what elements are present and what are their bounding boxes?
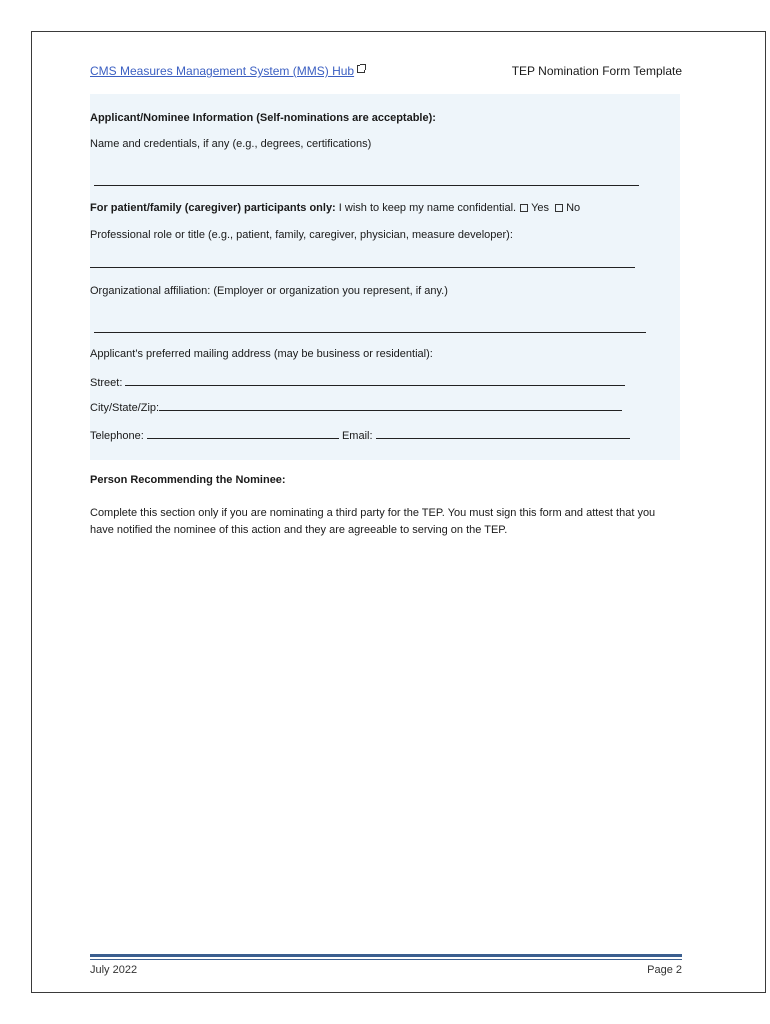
- org-affiliation-field[interactable]: [94, 332, 646, 333]
- name-credentials-field[interactable]: [94, 185, 639, 186]
- city-row: [90, 400, 622, 414]
- email-label: Email:: [341, 430, 373, 442]
- footer-divider: [90, 954, 682, 957]
- role-label: Professional role or title (e.g., patient, family, caregiver, physician, measure developer):: [90, 229, 513, 241]
- footer-page-number: Page 2: [647, 964, 682, 976]
- confidential-label: I wish to keep my name confidential.: [338, 202, 517, 214]
- street-row: [90, 375, 625, 389]
- document-page: [31, 31, 766, 993]
- mms-hub-link-text[interactable]: CMS Measures Management System (MMS) Hub: [90, 64, 355, 78]
- confidential-row: [90, 202, 580, 214]
- recommender-instructions: Complete this section only if you are nominating a third party for the TEP. You must sign this form and attest that you have notified the nominee of this action and they are agreeable to serving on the TEP.: [90, 507, 656, 536]
- telephone-label: Telephone:: [90, 430, 144, 442]
- confidential-bold-label: For patient/family (caregiver) participants only:: [90, 202, 336, 214]
- name-credentials-label: Name and credentials, if any (e.g., degrees, certifications): [90, 138, 372, 150]
- applicant-heading: Applicant/Nominee Information (Self-nominations are acceptable):: [90, 112, 436, 124]
- document-title: TEP Nomination Form Template: [511, 64, 682, 78]
- confidential-no-label: No: [566, 202, 581, 214]
- role-field[interactable]: [90, 267, 635, 268]
- city-state-zip-field[interactable]: [159, 400, 622, 411]
- street-field[interactable]: [125, 375, 625, 386]
- org-affiliation-label: Organizational affiliation: (Employer or organization you represent, if any.): [90, 285, 448, 297]
- telephone-field[interactable]: [147, 428, 339, 439]
- footer-divider-thin: [90, 959, 682, 960]
- page-footer: [90, 964, 682, 976]
- city-state-zip-label: City/State/Zip:: [90, 402, 160, 414]
- confidential-yes-label: Yes: [531, 202, 550, 214]
- email-field[interactable]: [376, 428, 630, 439]
- page-header: [90, 64, 682, 82]
- mailing-address-label: Applicant’s preferred mailing address (may be business or residential):: [90, 348, 433, 360]
- external-link-icon: [357, 65, 365, 73]
- footer-date: July 2022: [90, 964, 138, 976]
- confidential-no-checkbox[interactable]: [555, 204, 563, 212]
- street-label: Street:: [90, 377, 123, 389]
- phone-email-row: [90, 428, 630, 442]
- confidential-yes-checkbox[interactable]: [520, 204, 528, 212]
- mms-hub-link[interactable]: [90, 64, 365, 78]
- recommender-heading: Person Recommending the Nominee:: [90, 474, 286, 486]
